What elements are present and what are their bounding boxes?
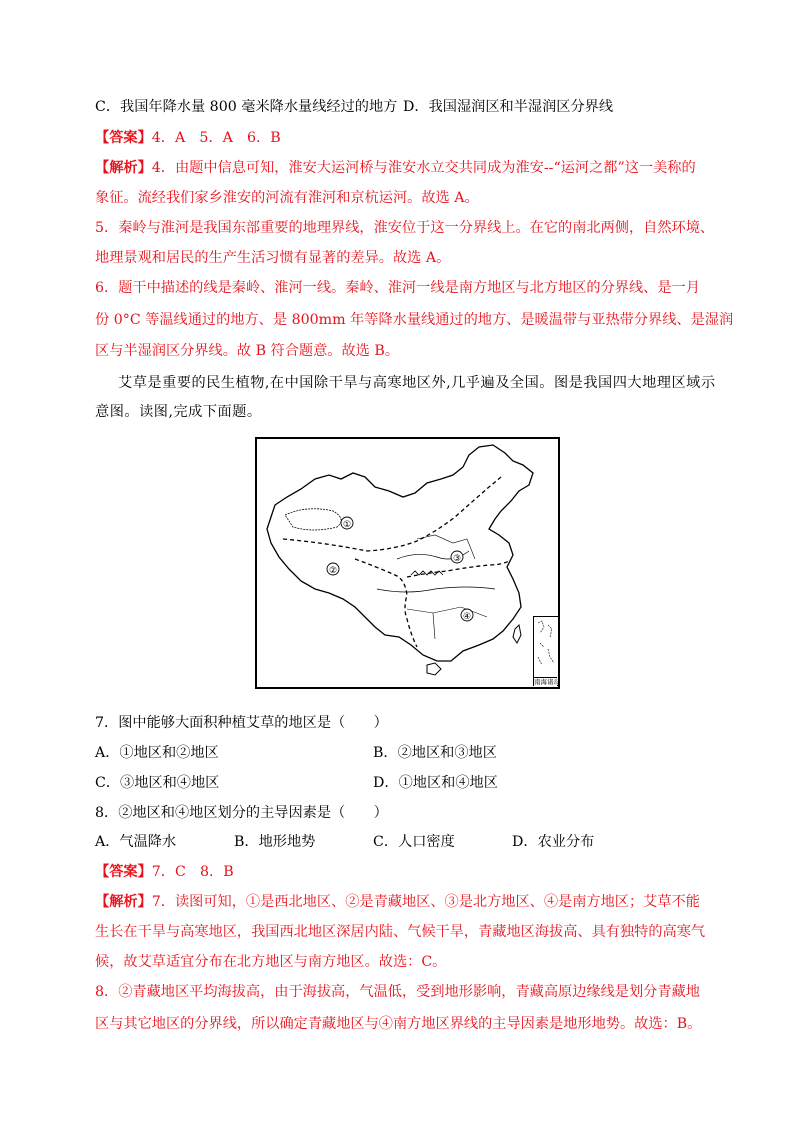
question-7-option-a: A．①地区和②地区 [95, 745, 219, 761]
boundary-northwest [283, 475, 503, 551]
analysis-line: 生长在干旱与高寒地区，我国西北地区深居内陆、气候干旱，青藏地区海拔高、具有独特的高寒气 [95, 924, 706, 940]
analysis-tag: 【解析】 [95, 160, 152, 176]
south-china-sea-inset [533, 616, 559, 686]
analysis-line: 5．秦岭与淮河是我国东部重要的地理界线，淮安位于这一分界线上。在它的南北两侧，自然环境、 [95, 220, 715, 236]
analysis-line: 8．②青藏地区平均海拔高，由于海拔高，气温低，受到地形影响，青藏高原边缘线是划分青藏地 [95, 984, 700, 1000]
province-line [433, 613, 435, 639]
inset-label: 南海诸岛 [534, 678, 560, 686]
analysis-line: 候，故艾草适宜分布在北方地区与南方地区。故选：C。 [95, 954, 447, 970]
intro-line: 艾草是重要的民生植物,在中国除干旱与高寒地区外,几乎遍及全国。图是我国四大地理区域示 [118, 375, 716, 391]
analysis-text: 7．读图可知，①是西北地区、②是青藏地区、③是北方地区、④是南方地区；艾草不能 [151, 894, 700, 910]
region-label-1: ① [342, 520, 352, 530]
analysis-text: 4．由题中信息可知，淮安大运河桥与淮安水立交共同成为淮安--“运河之都”这一美称的 [151, 160, 696, 176]
analysis-line: 区与半湿润区分界线。故 B 符合题意。故选 B。 [95, 343, 399, 359]
question-8-option-a: A．气温降水 [95, 834, 177, 850]
analysis-line: 份 0°C 等温线通过的地方、是 800mm 年等降水量线通过的地方、是暖温带与亚热带分界线、是湿润 [95, 312, 734, 328]
answer-text: 4．A 5．A 6．B [151, 130, 281, 146]
region-label-4: ④ [462, 612, 472, 622]
boundary-qinghai-tibet [355, 559, 417, 647]
analysis-line: 象征。流经我们家乡淮安的河流有淮河和京杭运河。故选 A。 [95, 190, 479, 206]
question-7-option-c: C．③地区和④地区 [95, 775, 220, 791]
analysis-line [95, 158, 696, 178]
question-8-stem: 8．②地区和④地区划分的主导因素是（ ） [95, 805, 388, 821]
taiwan-island [513, 625, 521, 643]
question-8-option-b: B．地形地势 [234, 834, 316, 850]
analysis-line: 6．题干中描述的线是秦岭、淮河一线。秦岭、淮河一线是南方地区与北方地区的分界线、是一月 [95, 280, 700, 296]
analysis-tag: 【解析】 [95, 894, 152, 910]
answer-block-2 [95, 862, 234, 882]
province-line [407, 607, 487, 617]
question-7-stem: 7．图中能够大面积种植艾草的地区是（ ） [95, 715, 388, 731]
mountain-hatch [411, 571, 443, 575]
region-label-3: ③ [452, 554, 462, 564]
question-7-option-d: D．①地区和④地区 [373, 775, 498, 791]
analysis-line [95, 892, 700, 912]
analysis-line: 地理景观和居民的生产生活习惯有显著的差异。故选 A。 [95, 250, 451, 266]
answer-tag: 【答案】 [95, 864, 152, 880]
option-c-q6: C．我国年降水量 800 毫米降水量线经过的地方 [95, 99, 398, 115]
answer-block-1 [95, 128, 281, 148]
map-outline [257, 439, 558, 687]
answer-text: 7．C 8．B [151, 864, 234, 880]
province-line [417, 535, 475, 559]
question-7-option-b: B．②地区和③地区 [373, 745, 497, 761]
question-8-option-d: D．农业分布 [512, 834, 595, 850]
river-line [377, 587, 495, 592]
option-d-q6: D．我国湿润区和半湿润区分界线 [403, 99, 614, 115]
intro-line: 意图。读图,完成下面题。 [95, 404, 262, 420]
question-8-option-c: C．人口密度 [373, 834, 455, 850]
analysis-line: 区与其它地区的分界线，所以确定青藏地区与④南方地区界线的主导因素是地形地势。故选：B。 [95, 1016, 702, 1032]
region-label-2: ② [328, 566, 338, 576]
answer-tag: 【答案】 [95, 130, 152, 146]
tarim-basin [285, 509, 341, 530]
china-regions-map [255, 437, 560, 689]
hainan-island [427, 663, 441, 675]
china-outline [267, 445, 533, 661]
